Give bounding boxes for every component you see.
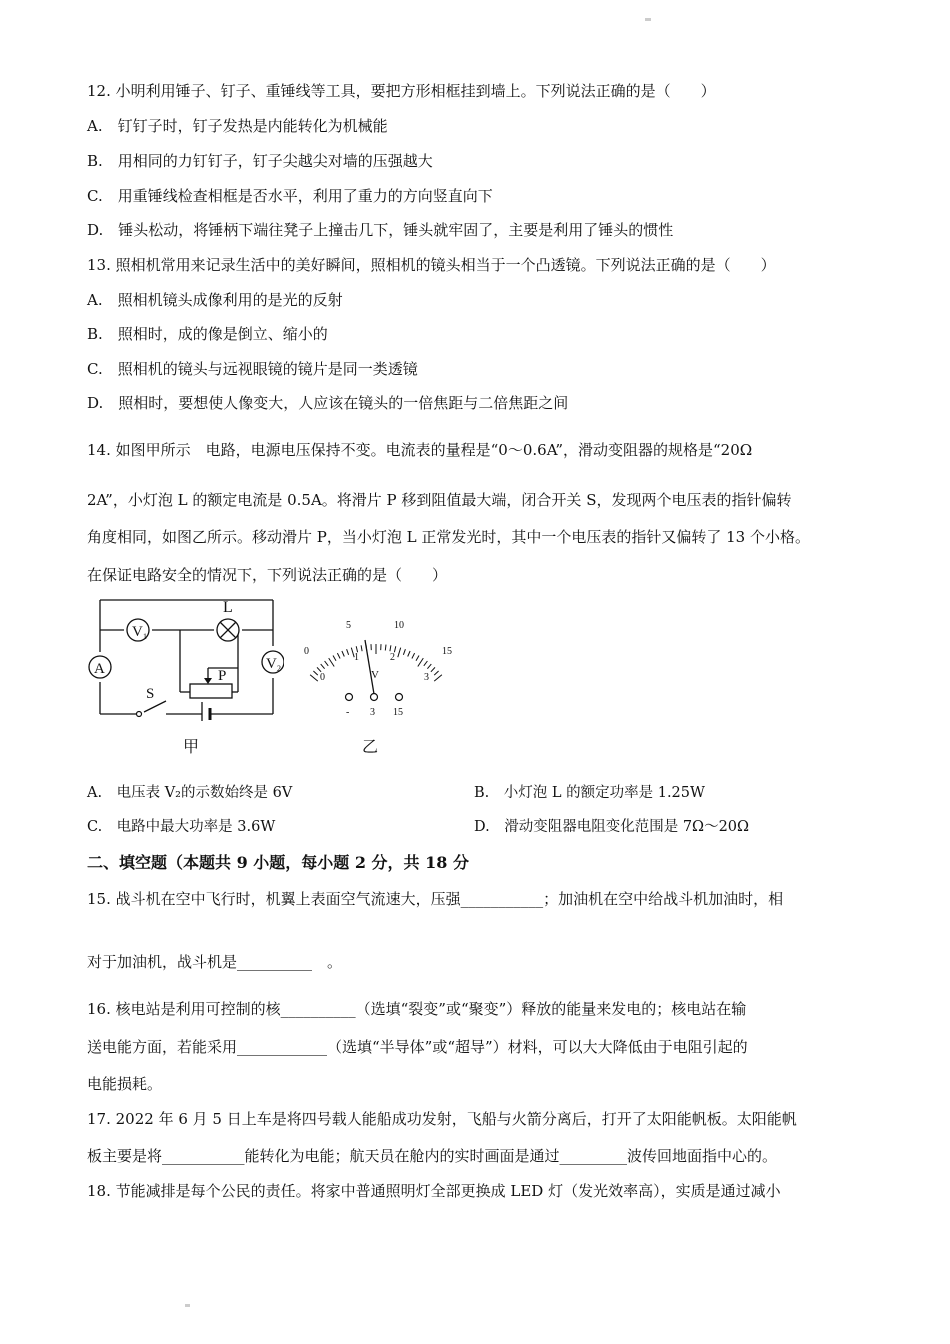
q16-line-2: 送电能方面，若能采用____________（选填“半导体”或“超导”）材料，可以大大降低由于电阻引起的 <box>87 1038 748 1056</box>
q15-line-2: 对于加油机，战斗机是__________ 。 <box>87 953 343 971</box>
scale-lower-0: 0 <box>320 672 325 683</box>
q14-line-2: 2A”，小灯泡 L 的额定电流是 0.5A。将滑片 P 移到阻值最大端，闭合开关 S，发现两个电压表的指针偏转 <box>87 491 792 509</box>
q12-option-c: C. 用重锤线检查相框是否水平，利用了重力的方向竖直向下 <box>87 187 493 205</box>
dial-tick <box>403 649 405 655</box>
dial-tick <box>321 664 325 669</box>
dial-tick <box>424 661 428 666</box>
scale-upper-10: 10 <box>394 620 404 631</box>
q16-line-3: 电能损耗。 <box>87 1075 163 1093</box>
v2-subscript: 2 <box>277 664 281 673</box>
dial-tick <box>431 667 435 671</box>
q12-stem: 12. 小明利用锤子、钉子、重锤线等工具，要把方形相框挂到墙上。下列说法正确的是（ ） <box>87 82 716 100</box>
dial-tick <box>361 645 362 651</box>
q13-stem: 13. 照相机常用来记录生活中的美好瞬间，照相机的镜头相当于一个凸透镜。下列说法正确的是（ ） <box>87 256 776 274</box>
dial-tick <box>390 645 391 651</box>
scan-mark <box>185 1304 190 1307</box>
dial-tick <box>325 661 329 666</box>
dial-tick <box>412 653 415 658</box>
q14-line-1: 14. 如图甲所示 电路，电源电压保持不变。电流表的量程是“0～0.6A”，滑动变阻器的规格是“20Ω <box>87 441 753 459</box>
dial-tick <box>329 658 335 666</box>
circuit-diagram <box>84 596 284 721</box>
scan-mark <box>645 18 651 21</box>
scale-upper-15: 15 <box>442 646 452 657</box>
dial-unit: V <box>371 669 379 681</box>
scale-lower-1: 1 <box>354 652 359 663</box>
dial-tick <box>337 653 340 658</box>
dial-tick <box>310 675 318 681</box>
scale-lower-3: 3 <box>424 672 429 683</box>
dial-tick <box>398 648 401 658</box>
figure-jia-caption: 甲 <box>183 737 200 756</box>
dial-tick <box>385 645 386 651</box>
q14-line-4: 在保证电路安全的情况下，下列说法正确的是（ ） <box>87 566 448 584</box>
q12-option-a: A. 钉钉子时，钉子发热是内能转化为机械能 <box>87 117 388 135</box>
dial-tick <box>416 656 419 661</box>
ammeter-label: A <box>94 661 105 677</box>
q15-line-1: 15. 战斗机在空中飞行时，机翼上表面空气流速大，压强___________；加油机在空中给战斗机加油时，相 <box>87 890 784 908</box>
q14-line-3: 角度相同，如图乙所示。移动滑片 P，当小灯泡 L 正常发光时，其中一个电压表的指针又偏转了 13 个小格。 <box>87 528 810 546</box>
dial-tick <box>434 675 442 681</box>
switch-label: S <box>146 686 155 702</box>
q17-line-2: 板主要是将___________能转化为电能；航天员在舱内的实时画面是通过_________波传回地面指中心的。 <box>87 1147 778 1165</box>
scale-upper-5: 5 <box>346 620 351 631</box>
q12-option-b: B. 用相同的力钉钉子，钉子尖越尖对墙的压强越大 <box>87 152 433 170</box>
dial-tick <box>434 671 438 675</box>
q12-option-d: D. 锤头松动，将锤柄下端往凳子上撞击几下，锤头就牢固了，主要是利用了锤头的惯性 <box>87 221 674 239</box>
q13-option-d: D. 照相时，要想使人像变大，人应该在镜头的一倍焦距与二倍焦距之间 <box>87 394 569 412</box>
dial-tick <box>427 664 431 669</box>
terminal-negative: - <box>346 707 350 718</box>
q13-option-a: A. 照相机镜头成像利用的是光的反射 <box>87 291 343 309</box>
v1-subscript: 1 <box>143 632 147 641</box>
v1-label: V <box>132 624 143 640</box>
section-2-heading: 二、填空题（本题共 9 小题，每小题 2 分，共 18 分 <box>87 853 469 872</box>
q14-option-a: A. 电压表 V₂的示数始终是 6V <box>87 785 293 801</box>
scale-lower-2: 2 <box>390 652 395 663</box>
v2-label: V <box>266 656 277 672</box>
dial-tick <box>418 658 424 666</box>
q13-option-c: C. 照相机的镜头与远视眼镜的镜片是同一类透镜 <box>87 360 418 378</box>
q18-line-1: 18. 节能减排是每个公民的责任。将家中普通照明灯全部更换成 LED 灯（发光效率高），实质是通过减小 <box>87 1182 781 1200</box>
dial-tick <box>313 671 317 675</box>
voltmeter-dial <box>296 610 466 720</box>
q14-option-d: D. 滑动变阻器电阻变化范围是 7Ω～20Ω <box>474 819 750 835</box>
lamp-label: L <box>223 599 233 616</box>
scale-upper-0: 0 <box>304 646 309 657</box>
q14-option-c: C. 电路中最大功率是 3.6W <box>87 819 276 835</box>
dial-tick <box>333 656 336 661</box>
q17-line-1: 17. 2022 年 6 月 5 日上车是将四号载人能船成功发射，飞船与火箭分离后，打开了太阳能帆板。太阳能帆 <box>87 1110 797 1128</box>
dial-tick <box>342 651 344 657</box>
q13-option-b: B. 照相时，成的像是倒立、缩小的 <box>87 325 328 343</box>
dial-tick <box>347 649 349 655</box>
q14-option-b: B. 小灯泡 L 的额定功率是 1.25W <box>474 785 705 801</box>
terminal-3: 3 <box>370 707 375 718</box>
dial-tick <box>408 651 410 657</box>
slider-label: P <box>218 668 227 684</box>
figure-yi-caption: 乙 <box>362 737 379 756</box>
q16-line-1: 16. 核电站是利用可控制的核__________（选填“裂变”或“聚变”）释放的能量来发电的；核电站在输 <box>87 1000 747 1018</box>
terminal-15: 15 <box>393 707 403 718</box>
